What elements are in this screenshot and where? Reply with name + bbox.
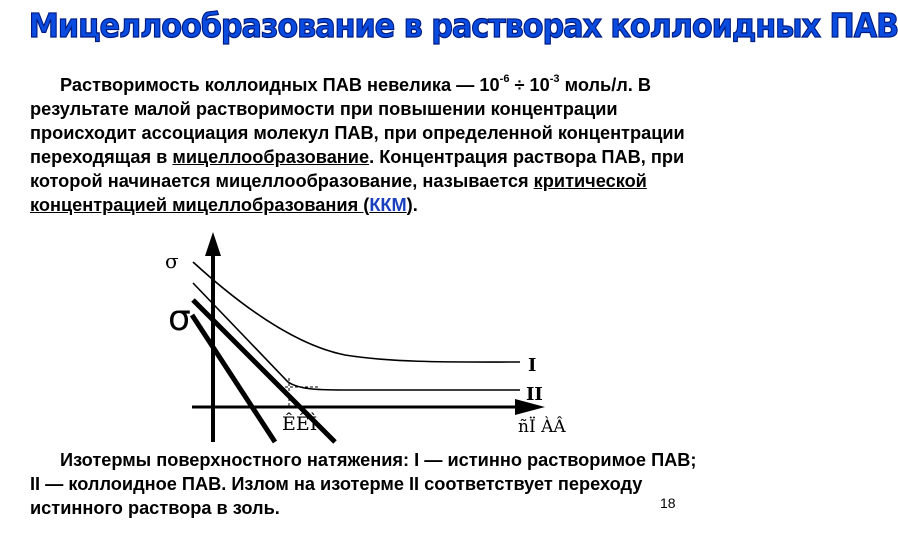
isotherm-diagram: [155, 232, 595, 442]
y-axis-arrow: [205, 232, 221, 256]
steep-line-1: [192, 315, 275, 442]
cmc-definition-term: критической концентрацией мицеллобразования (ККМ): [30, 171, 647, 215]
isotherm-curve-2: [193, 283, 520, 390]
cmc-abbreviation: ККМ: [369, 195, 407, 215]
slide-title: Мицеллообразование в растворах коллоидных ПАВ: [28, 6, 898, 45]
intro-text-e: .: [412, 195, 418, 215]
intro-text-d: . Концентрация раствора ПАВ, при которой начинается мицеллообразование, называется: [30, 147, 685, 191]
caption-text: Изотермы поверхностного натяжения: I — истинно растворимое ПАВ; II — коллоидное ПАВ. Излом на изотерме II соответствует переходу истинного раствора в золь.: [30, 450, 697, 518]
intro-text-c: моль/л. В результате малой растворимости при повышении концентрации происходит ассоциация молекул ПАВ, при определенной концентрации переходящая в: [30, 75, 685, 167]
cmc-tick-label: ÊÊÌ: [282, 413, 318, 435]
intro-paragraph: [30, 73, 710, 217]
curve-2-label: II: [526, 384, 543, 405]
sigma-label-large: σ: [168, 298, 191, 339]
sigma-label-small: σ: [165, 249, 179, 273]
page-number: 18: [660, 495, 676, 511]
x-axis-label: ñÏ ÀÂ: [518, 417, 566, 437]
intro-text-b: ÷ 10: [509, 75, 550, 95]
caption-paragraph: [30, 448, 710, 520]
exponent-2: -3: [549, 72, 560, 85]
intro-text-a: Растворимость коллоидных ПАВ невелика — 10: [60, 75, 500, 95]
micelle-formation-term: мицеллообразование: [172, 147, 370, 167]
exponent-1: -6: [499, 72, 510, 85]
curve-1-label: I: [528, 355, 537, 376]
